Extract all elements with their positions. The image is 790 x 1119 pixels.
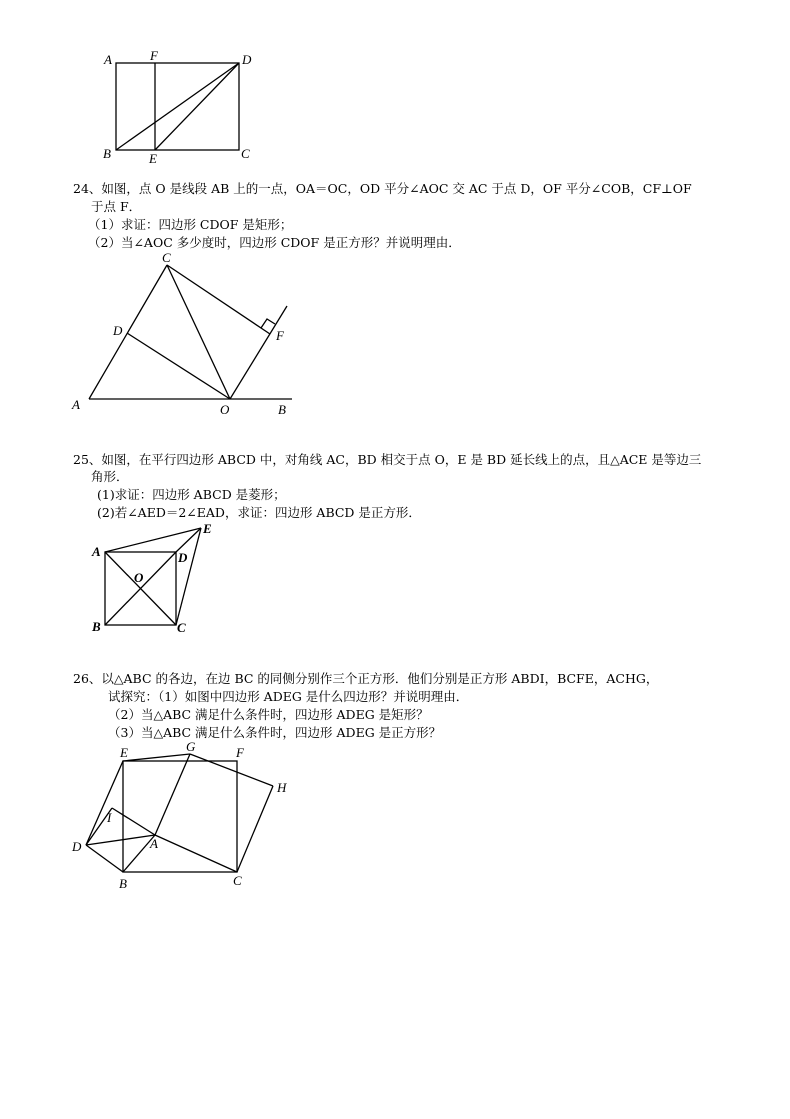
label-G: G [186, 739, 196, 754]
label-B: B [103, 146, 111, 161]
q25-subquestion-1: (1)求证：四边形 ABCD 是菱形； [97, 487, 286, 502]
label-D: D [72, 839, 82, 854]
label-A: A [104, 52, 112, 67]
label-F: F [236, 745, 244, 760]
q24-subquestion-1: （1）求证：四边形 CDOF 是矩形； [88, 217, 293, 232]
label-B: B [278, 402, 286, 417]
q26-statement-line1: 26、以△ABC 的各边，在边 BC 的同侧分别作三个正方形．他们分别是正方形 ABDI，BCFE，ACHG， [73, 671, 659, 686]
label-C: C [233, 873, 242, 888]
label-B: B [119, 876, 127, 891]
label-D: D [113, 323, 123, 338]
label-C: C [177, 620, 186, 635]
q25-statement-line1: 25、如图，在平行四边形 ABCD 中，对角线 AC，BD 相交于点 O，E 是 BD 延长线上的点，且△ACE 是等边三 [73, 452, 702, 467]
q26-subquestion-2: （2）当△ABC 满足什么条件时，四边形 ADEG 是矩形？ [108, 707, 429, 722]
q26-statement-line2: 试探究：（1）如图中四边形 ADEG 是什么四边形？并说明理由． [108, 689, 469, 704]
label-E: E [149, 151, 157, 166]
q26-subquestion-3: （3）当△ABC 满足什么条件时，四边形 ADEG 是正方形？ [108, 725, 442, 740]
label-B: B [92, 619, 101, 634]
q25-statement-line2: 角形． [91, 469, 129, 484]
label-F: F [276, 328, 284, 343]
label-D: D [242, 52, 252, 67]
label-A: A [72, 397, 80, 412]
label-F: F [150, 48, 158, 63]
label-E: E [120, 745, 128, 760]
q24-statement-line2: 于点 F． [91, 199, 142, 214]
q24-statement-line1: 24、如图，点 O 是线段 AB 上的一点，OA＝OC，OD 平分∠AOC 交 AC 于点 D，OF 平分∠COB，CF⊥OF [73, 181, 692, 196]
label-A: A [92, 544, 101, 559]
label-D: D [178, 550, 188, 565]
label-E: E [203, 521, 212, 536]
q25-subquestion-2: (2)若∠AED＝2∠EAD，求证：四边形 ABCD 是正方形． [97, 505, 421, 520]
label-O: O [220, 402, 230, 417]
label-H: H [277, 780, 287, 795]
label-A: A [150, 836, 158, 851]
label-C: C [162, 250, 171, 265]
q24-subquestion-2: （2）当∠AOC 多少度时，四边形 CDOF 是正方形？并说明理由． [88, 235, 461, 250]
label-I: I [107, 810, 112, 825]
label-C: C [241, 146, 250, 161]
label-O: O [134, 570, 144, 585]
